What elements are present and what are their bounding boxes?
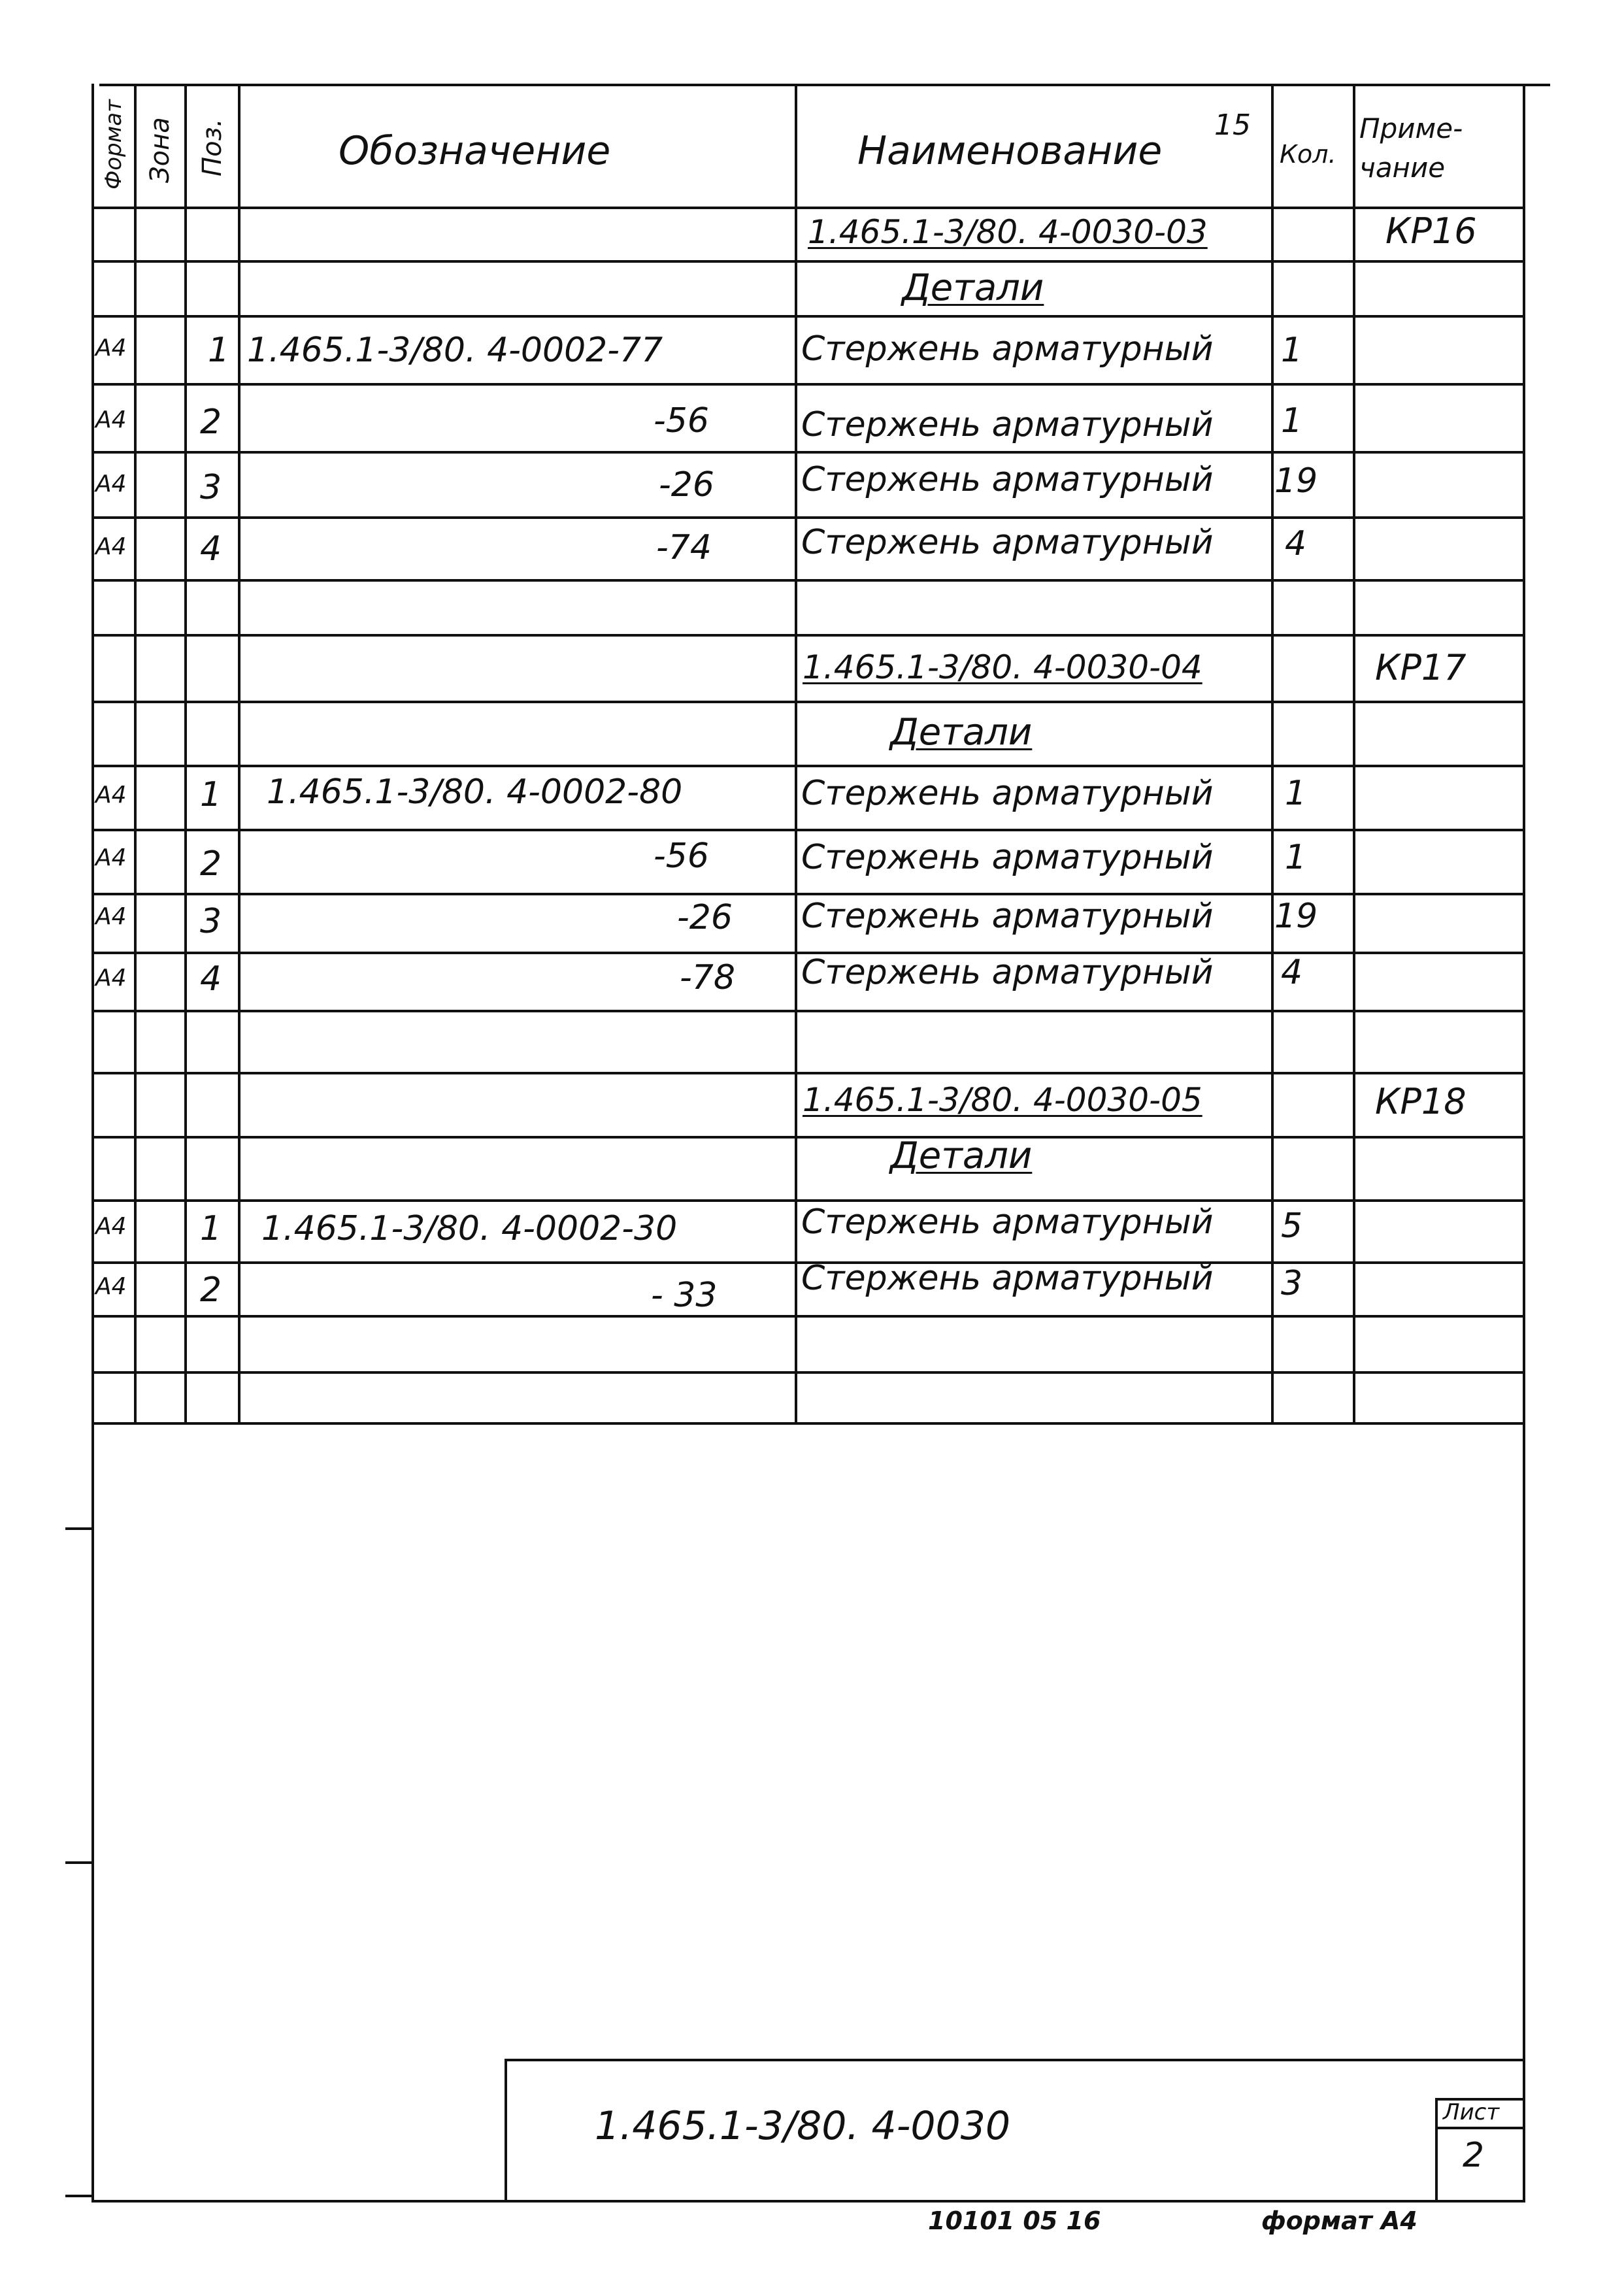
pos-cell: 1 <box>200 775 222 814</box>
format-cell: А4 <box>95 1273 127 1300</box>
pos-cell: 1 <box>208 331 230 370</box>
assembly-designation: 1.465.1-3/80. 4-0030-04 <box>803 648 1202 686</box>
format-cell: А4 <box>95 844 127 871</box>
qty-cell: 1 <box>1281 331 1303 370</box>
pos-cell: 4 <box>200 529 222 569</box>
name-cell: Стержень арматурный <box>801 523 1214 562</box>
qty-cell: 1 <box>1285 838 1307 877</box>
title-block-top <box>505 2059 1524 2061</box>
pos-cell: 4 <box>200 959 222 999</box>
row-line <box>91 516 1525 519</box>
row-line <box>91 451 1525 454</box>
name-cell: Стержень арматурный <box>801 838 1214 877</box>
row-line <box>91 1371 1525 1374</box>
row-line <box>91 701 1525 703</box>
row-line <box>91 765 1525 767</box>
row-line <box>91 1199 1525 1202</box>
row-line <box>91 893 1525 895</box>
format-cell: А4 <box>95 1213 127 1240</box>
header-note-line1: Приме- <box>1359 112 1463 144</box>
name-cell: Стержень арматурный <box>801 1203 1214 1242</box>
section-header: Детали <box>890 711 1033 754</box>
row-line <box>91 829 1525 831</box>
row-line <box>91 1072 1525 1074</box>
designation-cell: -74 <box>656 528 712 567</box>
designation-cell: -26 <box>659 465 714 505</box>
name-cell: Стержень арматурный <box>801 1259 1214 1298</box>
section-header: Детали <box>902 267 1044 309</box>
qty-cell: 1 <box>1281 401 1303 441</box>
qty-cell: 3 <box>1281 1264 1303 1303</box>
col-line-1 <box>134 84 137 1425</box>
qty-cell: 4 <box>1285 524 1307 563</box>
name-cell: Стержень арматурный <box>801 329 1214 369</box>
frame-top <box>99 84 1550 86</box>
designation-cell: 1.465.1-3/80. 4-0002-30 <box>261 1209 678 1248</box>
document-code: 1.465.1-3/80. 4-0030 <box>595 2103 1011 2149</box>
sheet-cell-left <box>1435 2098 1438 2203</box>
format-cell: А4 <box>95 903 127 930</box>
header-zone: Зона <box>145 117 175 183</box>
header-qty: Кол. <box>1280 140 1336 169</box>
designation-cell: 1.465.1-3/80. 4-0002-77 <box>247 331 663 370</box>
row-line <box>91 260 1525 263</box>
assembly-designation: 1.465.1-3/80. 4-0030-05 <box>803 1081 1202 1119</box>
qty-cell: 1 <box>1285 774 1307 813</box>
header-name: Наименование <box>857 128 1163 174</box>
margin-tick-3 <box>65 2195 94 2197</box>
pos-cell: 2 <box>200 844 222 884</box>
format-cell: А4 <box>95 533 127 560</box>
header-pos: Поз. <box>197 118 227 176</box>
assembly-designation: 1.465.1-3/80. 4-0030-03 <box>808 213 1208 251</box>
qty-cell: 5 <box>1281 1206 1303 1246</box>
footer-format: формат А4 <box>1261 2206 1417 2235</box>
frame-left <box>91 84 94 2203</box>
designation-cell: -56 <box>654 837 709 876</box>
header-bottom-line <box>91 207 1525 209</box>
col-line-5 <box>1271 84 1274 1425</box>
table-bottom <box>91 1422 1525 1425</box>
pos-cell: 2 <box>200 403 222 442</box>
col-line-2 <box>184 84 187 1425</box>
margin-tick-1 <box>65 1527 94 1530</box>
pos-cell: 1 <box>200 1209 222 1248</box>
row-line <box>91 1315 1525 1318</box>
designation-cell: -78 <box>680 958 735 997</box>
sheet-label: Лист <box>1443 2099 1500 2125</box>
header-designation: Обозначение <box>339 128 611 174</box>
format-cell: А4 <box>95 782 127 808</box>
pos-cell: 3 <box>200 902 222 941</box>
header-note-line2: чание <box>1359 152 1446 184</box>
name-cell: Стержень арматурный <box>801 460 1214 499</box>
name-cell: Стержень арматурный <box>801 774 1214 813</box>
col-line-4 <box>795 84 797 1425</box>
margin-tick-2 <box>65 1861 94 1864</box>
name-cell: Стержень арматурный <box>801 405 1214 444</box>
section-header: Детали <box>890 1135 1033 1177</box>
row-line <box>91 579 1525 582</box>
qty-cell: 19 <box>1274 461 1318 501</box>
designation-cell: -26 <box>677 898 733 937</box>
assembly-note: КР17 <box>1375 647 1467 688</box>
name-cell: Стержень арматурный <box>801 953 1214 992</box>
assembly-note: КР18 <box>1375 1081 1467 1122</box>
qty-cell: 4 <box>1281 953 1303 992</box>
format-cell: А4 <box>95 335 127 361</box>
col-line-3 <box>238 84 240 1425</box>
title-block-left <box>505 2059 507 2203</box>
designation-cell: 1.465.1-3/80. 4-0002-80 <box>267 773 683 812</box>
name-cell: Стержень арматурный <box>801 897 1214 936</box>
pos-cell: 3 <box>200 468 222 507</box>
format-cell: А4 <box>95 965 127 991</box>
row-line <box>91 1010 1525 1012</box>
header-format: Формат <box>101 99 127 190</box>
frame-bottom <box>91 2200 1525 2203</box>
assembly-note: КР16 <box>1385 210 1477 252</box>
designation-cell: - 33 <box>651 1276 718 1315</box>
designation-cell: -56 <box>654 401 709 441</box>
sheet-label-line <box>1435 2127 1524 2129</box>
frame-right <box>1523 84 1525 2203</box>
qty-cell: 19 <box>1274 897 1318 936</box>
row-line <box>91 383 1525 386</box>
row-line <box>91 1136 1525 1139</box>
row-line <box>91 634 1525 637</box>
format-cell: А4 <box>95 407 127 433</box>
footer-stamp: 10101 05 16 <box>928 2206 1101 2235</box>
pos-cell: 2 <box>200 1271 222 1310</box>
row-line <box>91 315 1525 318</box>
col-line-6 <box>1353 84 1355 1425</box>
header-sheet-mark: 15 <box>1214 108 1251 142</box>
format-cell: А4 <box>95 471 127 497</box>
sheet-number: 2 <box>1463 2136 1485 2175</box>
